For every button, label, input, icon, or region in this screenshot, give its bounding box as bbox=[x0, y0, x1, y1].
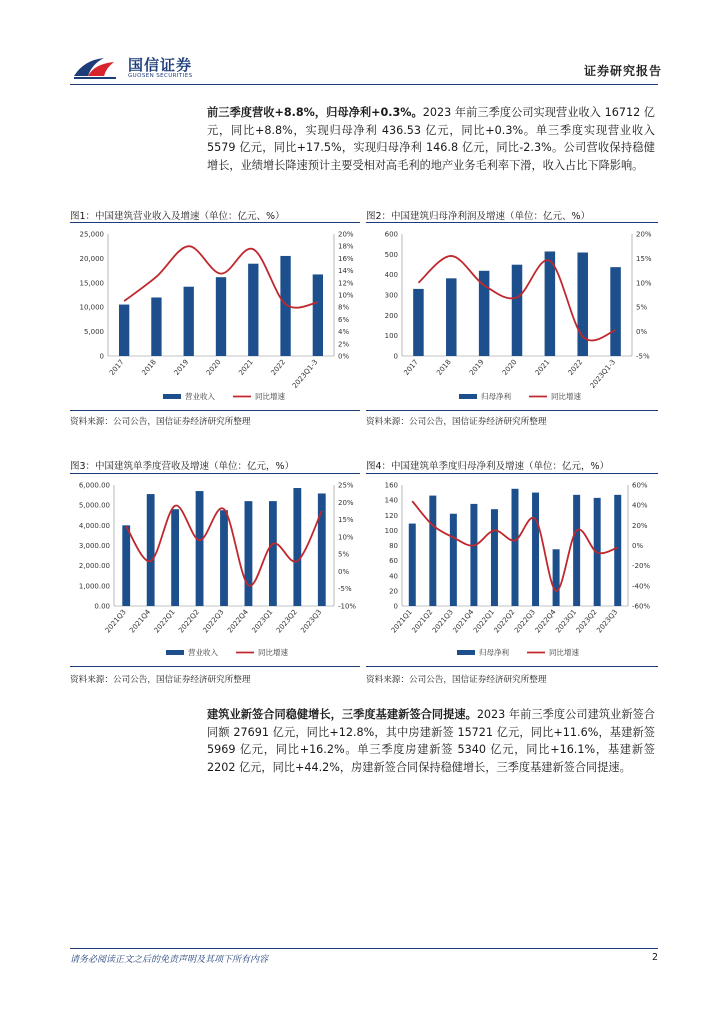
left-axis-tick-label: 160 bbox=[384, 481, 398, 490]
legend-bar-label: 营业收入 bbox=[188, 648, 218, 657]
figure-3-title-rule bbox=[70, 473, 360, 474]
report-type-label: 证券研究报告 bbox=[583, 64, 662, 78]
paragraph-body: 2023 年前三季度公司建筑业新签合同额 27691 亿元，同比+12.8%，其中房建新签 15721 亿元，同比+11.6%，基建新签 5969 亿元，同比+16.2%。单三季度房建新签 5340 亿元，同比+16.1%，基建新签 2202 亿元，同比+44.2%，房建新签合同保持稳健增长，三季度基建新签合同提速。 bbox=[207, 708, 655, 774]
left-axis-tick-label: 15,000 bbox=[79, 279, 104, 288]
x-axis-tick-label: 2021 bbox=[533, 358, 552, 377]
paragraph-new-contracts bbox=[207, 706, 655, 776]
x-axis-tick-label: 2021Q3 bbox=[103, 608, 128, 635]
footer-divider bbox=[70, 948, 658, 949]
bar bbox=[545, 251, 556, 356]
x-axis-tick-label: 2023Q1 bbox=[250, 608, 275, 635]
right-axis-tick-label: -5% bbox=[636, 352, 650, 361]
footer-disclaimer: 请务必阅读正文之后的免责声明及其项下所有内容 bbox=[70, 955, 269, 965]
x-axis-tick-label: 2022 bbox=[269, 358, 288, 377]
right-axis-tick-label: 15% bbox=[338, 516, 354, 525]
legend-bar-label: 归母净利 bbox=[479, 648, 509, 657]
right-axis-tick-label: 6% bbox=[338, 315, 350, 324]
bar bbox=[245, 501, 253, 606]
bar bbox=[577, 253, 588, 356]
left-axis-tick-label: 10,000 bbox=[79, 303, 104, 312]
right-axis-tick-label: 18% bbox=[338, 242, 354, 251]
x-axis-tick-label: 2017 bbox=[108, 358, 126, 377]
left-axis-tick-label: 6,000.00 bbox=[78, 481, 110, 490]
bar bbox=[122, 525, 130, 606]
left-axis-tick-label: 0 bbox=[393, 602, 398, 611]
figure-1-source: 资料来源：公司公告，国信证券经济研究所整理 bbox=[70, 417, 251, 427]
left-axis-tick-label: 20,000 bbox=[79, 254, 104, 263]
figure-1-bottom-rule bbox=[70, 410, 360, 411]
bar bbox=[147, 494, 155, 606]
bar bbox=[532, 493, 539, 606]
figure-2-title: 图2：中国建筑归母净利润及增速（单位：亿元、%） bbox=[366, 211, 591, 222]
right-axis-tick-label: -40% bbox=[632, 582, 651, 591]
bar bbox=[151, 297, 161, 356]
combo-chart-svg bbox=[366, 226, 658, 406]
x-axis-tick-label: 2021Q1 bbox=[389, 608, 414, 635]
figure-3-source: 资料来源：公司公告，国信证券经济研究所整理 bbox=[70, 675, 251, 685]
right-axis-tick-label: 40% bbox=[632, 501, 648, 510]
x-axis-tick-label: 2021Q4 bbox=[451, 608, 476, 635]
left-axis-tick-label: 60 bbox=[389, 557, 398, 566]
x-axis-tick-label: 2023Q3 bbox=[595, 608, 620, 635]
figure-2-bottom-rule bbox=[366, 410, 658, 411]
right-axis-tick-label: 8% bbox=[338, 303, 350, 312]
paragraph-body: 2023 年前三季度公司实现营业收入 16712 亿元，同比+8.8%，实现归母净利 436.53 亿元，同比+0.3%。单三季度实现营业收入 5579 亿元，同比+17.5%，实现归母净利 146.8 亿元，同比-2.3%。公司营收保持稳健增长，业绩增长降速预计主要受相对高毛利的地产业务毛利率下滑，收入占比下降影响。 bbox=[207, 106, 655, 172]
right-axis-tick-label: 10% bbox=[338, 533, 354, 542]
x-axis-tick-label: 2023Q1-3 bbox=[290, 358, 320, 390]
bar bbox=[450, 514, 457, 606]
legend-bar-swatch bbox=[166, 650, 184, 655]
bar bbox=[610, 267, 621, 356]
right-axis-tick-label: 0% bbox=[636, 328, 648, 337]
bar bbox=[216, 277, 226, 356]
x-axis-tick-label: 2023Q1-3 bbox=[588, 358, 618, 390]
figure-4-bottom-rule bbox=[366, 666, 658, 667]
x-axis-tick-label: 2022Q1 bbox=[472, 608, 496, 635]
right-axis-tick-label: 0% bbox=[338, 567, 350, 576]
left-axis-tick-label: 500 bbox=[384, 250, 398, 259]
left-axis-tick-label: 300 bbox=[384, 291, 398, 300]
x-axis-tick-label: 2023Q2 bbox=[574, 608, 599, 635]
x-axis-tick-label: 2022Q1 bbox=[152, 608, 177, 635]
right-axis-tick-label: 5% bbox=[636, 303, 648, 312]
right-axis-tick-label: 12% bbox=[338, 279, 354, 288]
left-axis-tick-label: 0 bbox=[99, 352, 104, 361]
legend-bar-swatch bbox=[459, 394, 477, 399]
figure-4-chart bbox=[366, 477, 658, 662]
bar bbox=[269, 501, 277, 606]
bar bbox=[220, 510, 228, 606]
right-axis-tick-label: -20% bbox=[632, 562, 651, 571]
left-axis-tick-label: 4,000.00 bbox=[78, 521, 110, 530]
x-axis-tick-label: 2020 bbox=[204, 358, 223, 377]
x-axis-tick-label: 2022Q2 bbox=[177, 608, 202, 635]
bar bbox=[573, 495, 580, 606]
bar bbox=[293, 488, 301, 606]
combo-chart-svg bbox=[70, 477, 360, 662]
bar bbox=[512, 489, 519, 606]
left-axis-tick-label: 0 bbox=[393, 352, 398, 361]
legend-line-label: 同比增速 bbox=[551, 392, 581, 401]
left-axis-tick-label: 25,000 bbox=[79, 230, 104, 239]
x-axis-tick-label: 2018 bbox=[435, 358, 453, 377]
figure-4-title-rule bbox=[366, 473, 658, 474]
right-axis-tick-label: 0% bbox=[338, 352, 350, 361]
bar bbox=[446, 278, 457, 356]
figure-3-bottom-rule bbox=[70, 666, 360, 667]
bar bbox=[196, 491, 204, 606]
left-axis-tick-label: 80 bbox=[389, 542, 398, 550]
left-axis-tick-label: 200 bbox=[384, 311, 398, 320]
combo-chart-svg bbox=[366, 477, 658, 662]
left-axis-tick-label: 5,000.00 bbox=[78, 501, 110, 510]
right-axis-tick-label: 2% bbox=[338, 340, 350, 349]
right-axis-tick-label: -10% bbox=[338, 602, 357, 611]
right-axis-tick-label: 25% bbox=[338, 481, 354, 490]
bar bbox=[470, 504, 477, 606]
logo-chinese-name: 国信证券 bbox=[128, 56, 193, 74]
bar bbox=[413, 289, 424, 356]
left-axis-tick-label: 0.00 bbox=[94, 602, 110, 611]
guosen-logo-mark-icon bbox=[70, 52, 120, 82]
x-axis-tick-label: 2018 bbox=[140, 358, 158, 377]
right-axis-tick-label: 20% bbox=[632, 521, 648, 530]
x-axis-tick-label: 2021Q2 bbox=[410, 608, 435, 635]
bar bbox=[491, 509, 498, 606]
left-axis-tick-label: 3,000.00 bbox=[78, 542, 110, 550]
right-axis-tick-label: -60% bbox=[632, 602, 651, 611]
bar bbox=[429, 496, 436, 606]
legend-line-label: 同比增速 bbox=[258, 648, 288, 657]
x-axis-tick-label: 2019 bbox=[172, 358, 191, 377]
x-axis-tick-label: 2020 bbox=[500, 358, 519, 377]
right-axis-tick-label: 60% bbox=[632, 481, 648, 490]
figure-4-title: 图4：中国建筑单季度归母净利及增速（单位：亿元，%） bbox=[366, 461, 610, 472]
left-axis-tick-label: 100 bbox=[384, 526, 398, 535]
legend-bar-swatch bbox=[163, 394, 181, 399]
page-number: 2 bbox=[651, 952, 658, 963]
legend-line-label: 同比增速 bbox=[255, 392, 285, 401]
figure-4-source: 资料来源：公司公告，国信证券经济研究所整理 bbox=[366, 675, 547, 685]
legend-bar-label: 营业收入 bbox=[185, 392, 215, 401]
left-axis-tick-label: 1,000.00 bbox=[78, 582, 110, 591]
x-axis-tick-label: 2021Q3 bbox=[430, 608, 455, 635]
left-axis-tick-label: 140 bbox=[384, 496, 398, 505]
figure-1-chart bbox=[70, 226, 360, 406]
right-axis-tick-label: 14% bbox=[338, 267, 354, 276]
x-axis-tick-label: 2023Q2 bbox=[274, 608, 299, 635]
left-axis-tick-label: 2,000.00 bbox=[78, 562, 110, 571]
right-axis-tick-label: 16% bbox=[338, 254, 354, 263]
bar bbox=[248, 264, 258, 356]
paragraph-results-summary bbox=[207, 104, 655, 174]
legend-bar-label: 归母净利 bbox=[481, 392, 511, 401]
left-axis-tick-label: 40 bbox=[389, 572, 398, 581]
x-axis-tick-label: 2022Q4 bbox=[225, 608, 250, 635]
bar bbox=[479, 271, 490, 356]
right-axis-tick-label: 20% bbox=[636, 230, 652, 239]
left-axis-tick-label: 600 bbox=[384, 230, 398, 239]
legend-bar-swatch bbox=[457, 650, 475, 655]
right-axis-tick-label: 10% bbox=[636, 279, 652, 288]
guosen-logo bbox=[70, 52, 210, 82]
page-header bbox=[70, 52, 662, 82]
figure-3-chart bbox=[70, 477, 360, 662]
combo-chart-svg bbox=[70, 226, 360, 406]
bar bbox=[313, 274, 323, 356]
paragraph-lead-bold: 前三季度营收+8.8%，归母净利+0.3%。 bbox=[207, 106, 423, 119]
header-divider bbox=[70, 84, 658, 85]
bar bbox=[119, 305, 129, 356]
left-axis-tick-label: 120 bbox=[384, 511, 398, 520]
right-axis-tick-label: 10% bbox=[338, 291, 354, 300]
x-axis-tick-label: 2022Q2 bbox=[492, 608, 517, 635]
x-axis-tick-label: 2022Q4 bbox=[533, 608, 558, 635]
right-axis-tick-label: -5% bbox=[338, 585, 352, 594]
paragraph-lead-bold: 建筑业新签合同稳健增长，三季度基建新签合同提速。 bbox=[207, 708, 477, 721]
right-axis-tick-label: 20% bbox=[338, 230, 354, 239]
logo-english-name: GUOSEN SECURITIES bbox=[128, 73, 193, 79]
x-axis-tick-label: 2022Q3 bbox=[513, 608, 538, 635]
right-axis-tick-label: 5% bbox=[338, 550, 350, 559]
left-axis-tick-label: 400 bbox=[384, 271, 398, 280]
left-axis-tick-label: 100 bbox=[384, 332, 398, 341]
figure-3-title: 图3：中国建筑单季度营收及增速（单位：亿元，%） bbox=[70, 461, 295, 472]
bar bbox=[318, 493, 326, 606]
x-axis-tick-label: 2019 bbox=[468, 358, 486, 377]
x-axis-tick-label: 2021 bbox=[237, 358, 255, 377]
figure-2-chart bbox=[366, 226, 658, 406]
figure-2-title-rule bbox=[366, 222, 658, 223]
x-axis-tick-label: 2023Q1 bbox=[554, 608, 579, 635]
bar bbox=[512, 265, 523, 356]
figure-1-title-rule bbox=[70, 222, 360, 223]
right-axis-tick-label: 15% bbox=[636, 254, 652, 263]
bar bbox=[171, 509, 179, 606]
x-axis-tick-label: 2022 bbox=[566, 358, 585, 377]
right-axis-tick-label: 4% bbox=[338, 328, 350, 337]
right-axis-tick-label: 20% bbox=[338, 498, 354, 507]
bar bbox=[553, 549, 560, 606]
x-axis-tick-label: 2022Q3 bbox=[201, 608, 226, 635]
bar bbox=[614, 495, 621, 606]
left-axis-tick-label: 5,000 bbox=[83, 328, 104, 337]
right-axis-tick-label: 0% bbox=[632, 542, 644, 550]
figure-1-title: 图1：中国建筑营业收入及增速（单位：亿元、%） bbox=[70, 211, 285, 222]
x-axis-tick-label: 2017 bbox=[402, 358, 420, 377]
figure-2-source: 资料来源：公司公告，国信证券经济研究所整理 bbox=[366, 417, 547, 427]
x-axis-tick-label: 2023Q3 bbox=[299, 608, 324, 635]
left-axis-tick-label: 20 bbox=[389, 587, 398, 596]
bar bbox=[184, 287, 194, 356]
x-axis-tick-label: 2021Q4 bbox=[128, 608, 153, 635]
legend-line-label: 同比增速 bbox=[549, 648, 579, 657]
bar bbox=[409, 524, 416, 606]
